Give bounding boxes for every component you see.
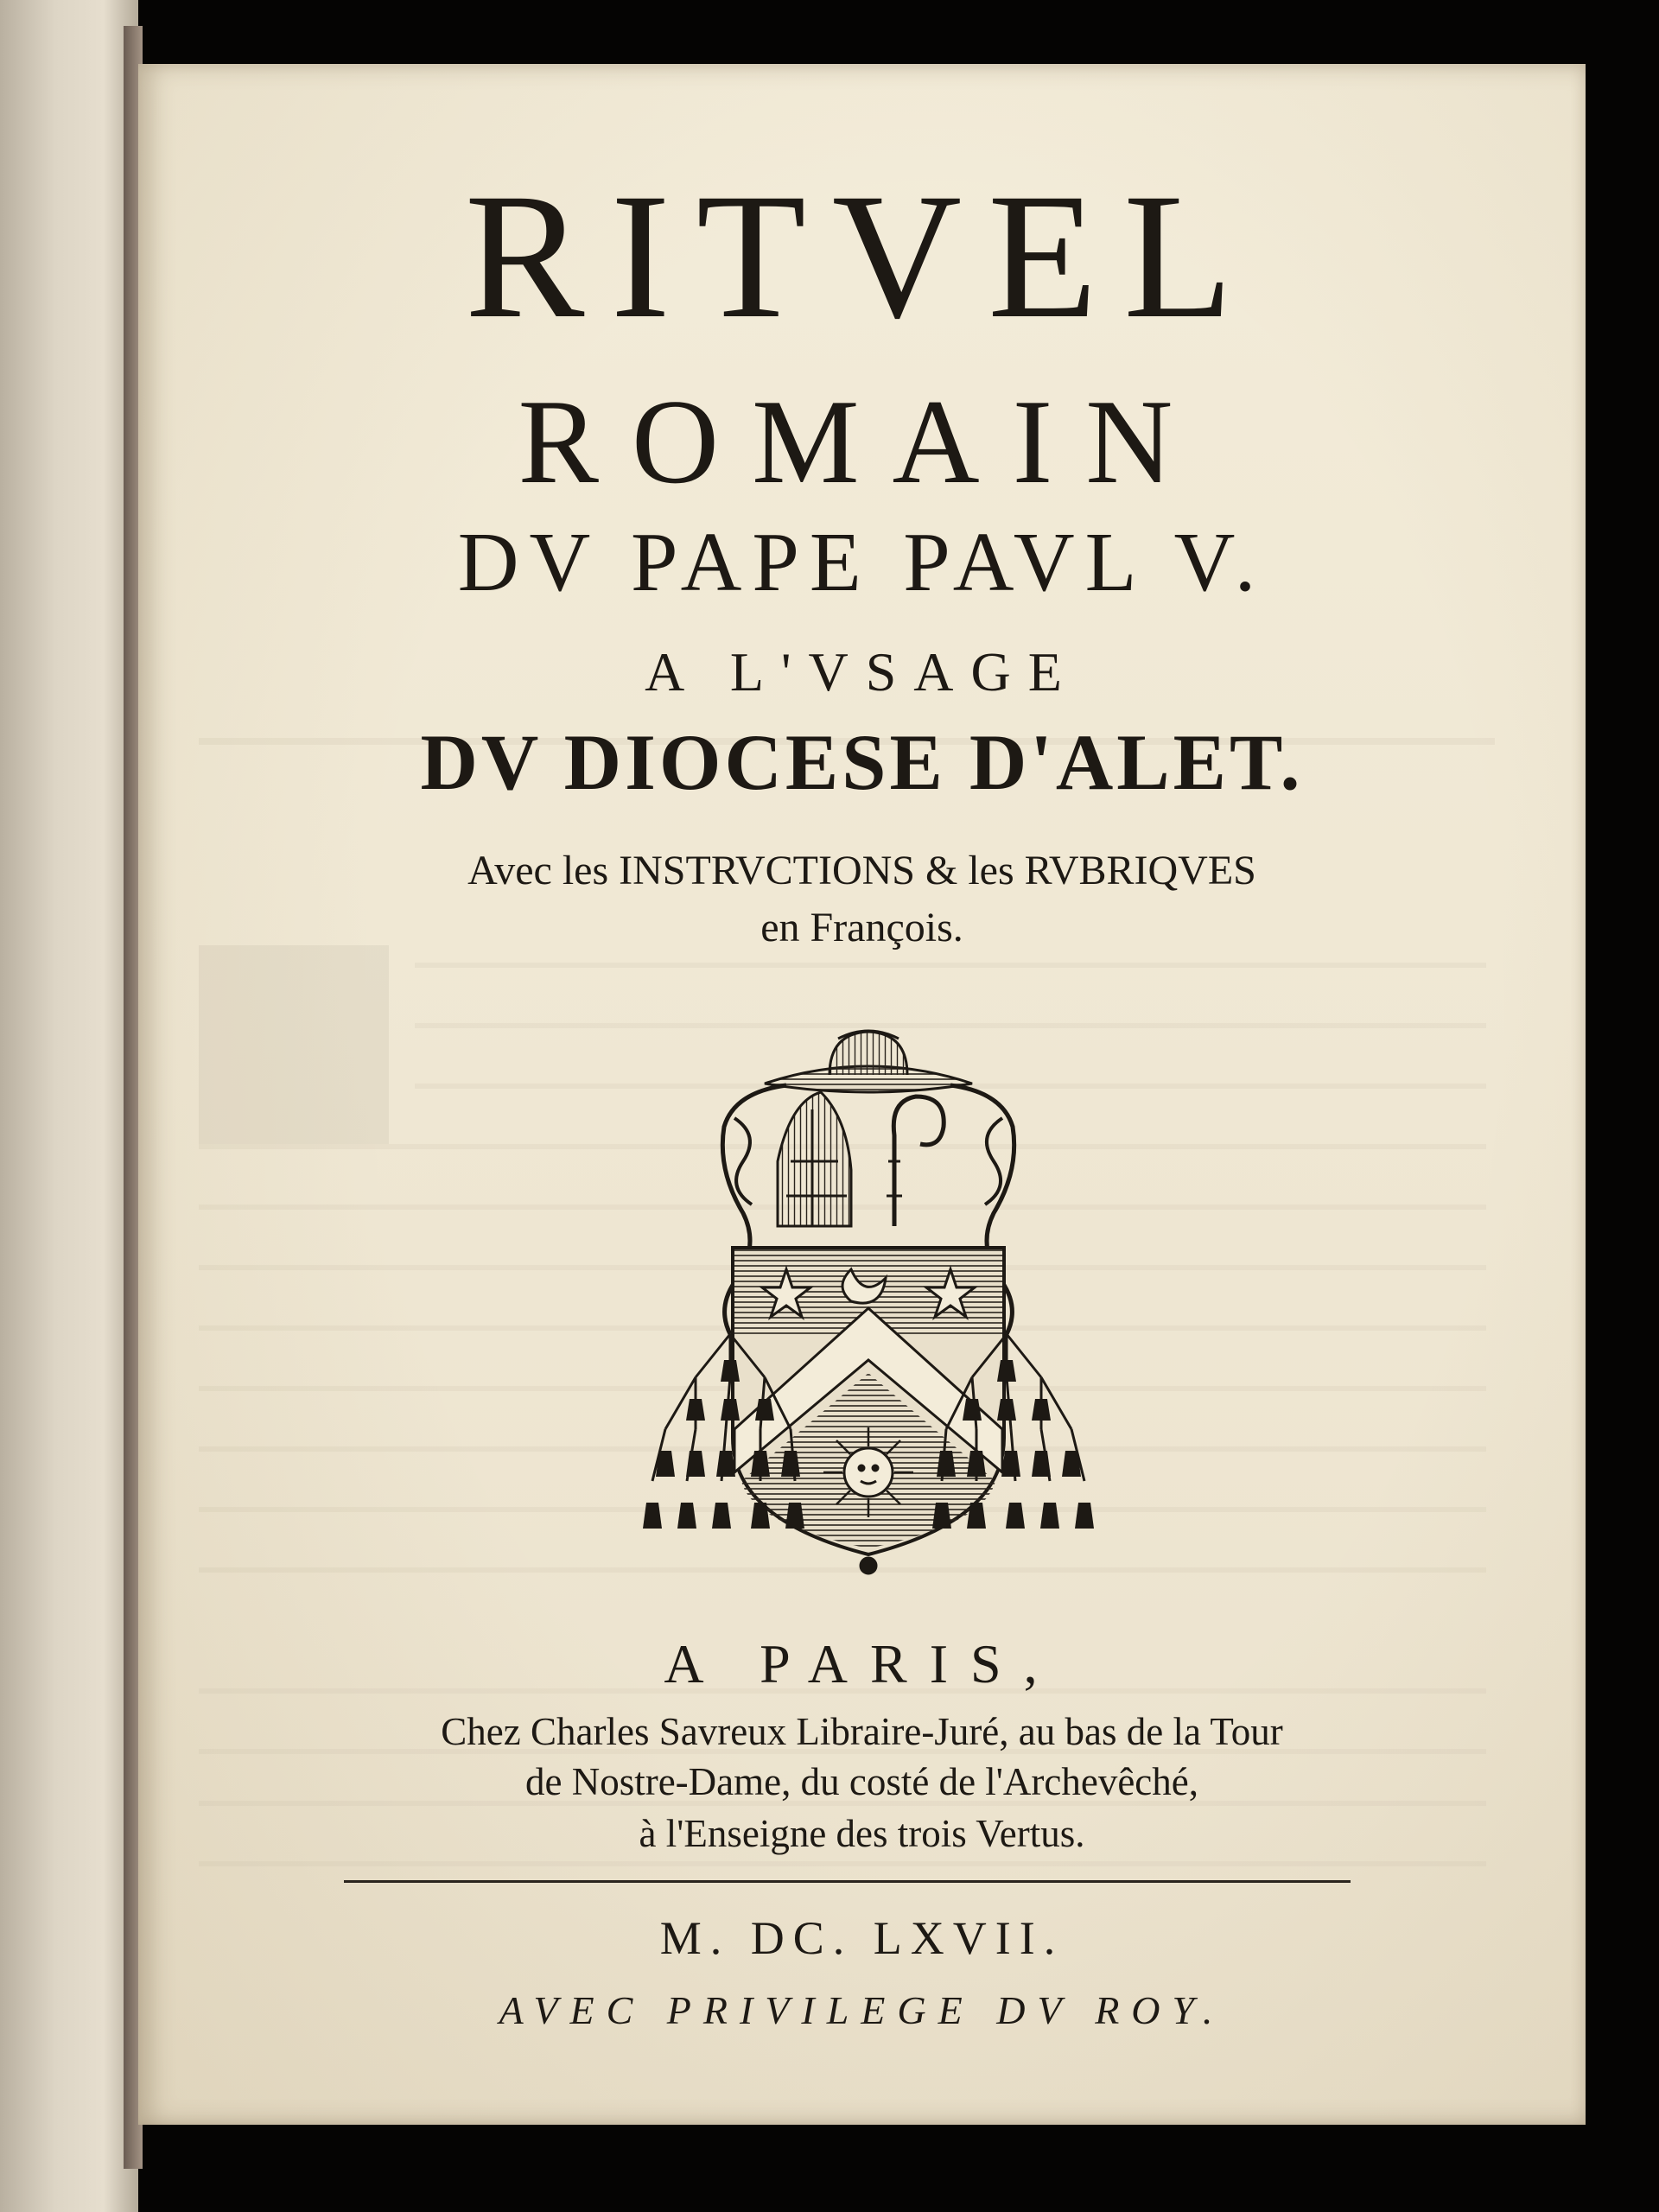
subtitle-line-2: en François. <box>760 905 963 950</box>
title-line-1: RITVEL <box>464 156 1260 355</box>
title-line-2: ROMAIN <box>518 375 1206 509</box>
publication-date: M. DC. LXVII. <box>659 1912 1065 1964</box>
imprint-line-3: à l'Enseigne des trois Vertus. <box>639 1812 1085 1855</box>
left-page-leaf <box>0 0 138 2212</box>
imprint-line-1: Chez Charles Savreux Libraire-Juré, au bas de la Tour <box>441 1710 1283 1753</box>
imprint-place: A PARIS, <box>664 1633 1060 1694</box>
horizontal-rule <box>344 1880 1351 1883</box>
episcopal-coat-of-arms-icon <box>501 988 1236 1593</box>
imprint-line-2: de Nostre-Dame, du costé de l'Archevêché, <box>524 1760 1199 1803</box>
title-line-3: DV PAPE PAVL V. <box>457 516 1267 609</box>
subtitle-line-1: Avec les INSTRVCTIONS & les RVBRIQVES <box>467 848 1256 893</box>
title-line-5: DV DIOCESE D'ALET. <box>420 718 1304 806</box>
royal-privilege: AVEC PRIVILEGE DV ROY. <box>499 1988 1225 2032</box>
title-page <box>138 64 1586 2125</box>
title-line-4: A L'VSAGE <box>645 641 1079 702</box>
